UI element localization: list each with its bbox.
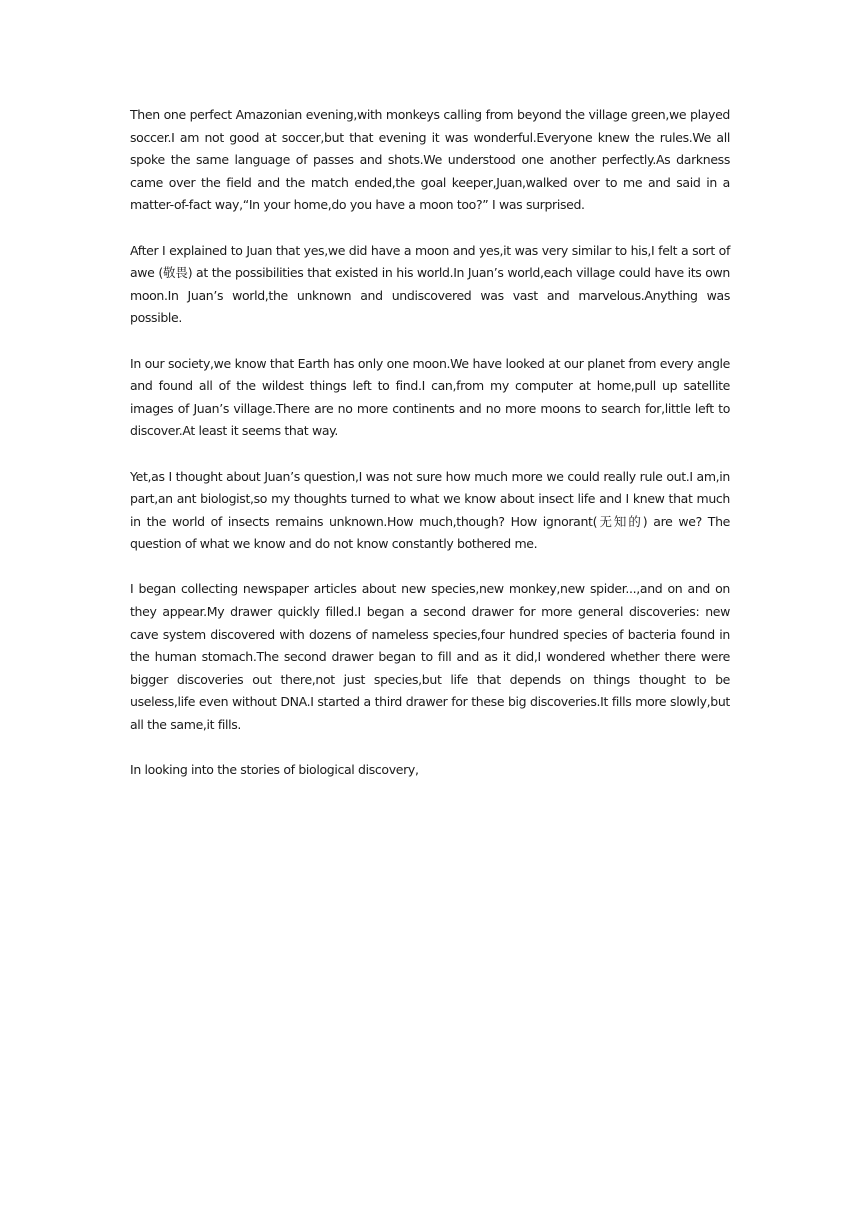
paragraph-2: After I explained to Juan that yes,we did have a moon and yes,it was very similar to his,I felt a sort of awe (敬畏) at the possibilities that existed in his world.In Juan’s world,each village could have its own moon.In Juan’s world,the unknown and undiscovered was vast and marvelous.Anything was possible. [130,242,730,326]
document-body [130,104,730,804]
paragraph-1: Then one perfect Amazonian evening,with monkeys calling from beyond the village green,we played soccer.I am not good at soccer,but that evening it was wonderful.Everyone knew the rules.We all spoke the same language of passes and shots.We understood one another perfectly.As darkness came over the field and the match ended,the goal keeper,Juan,walked over to me and said in a matter-of-fact way,“In your home,do you have a moon too?” I was surprised. [130,107,730,213]
paragraph-6: In looking into the stories of biological discovery, [130,762,419,778]
paragraph-4: Yet,as I thought about Juan’s question,I was not sure how much more we could really rule out.I am,in part,an ant biologist,so my thoughts turned to what we know about insect life and I knew that much in the world of insects remains unknown.How much,though? How ignorant(无知的) are we? The question of what we know and do not know constantly bothered me. [130,468,730,552]
paragraph-3: In our society,we know that Earth has only one moon.We have looked at our planet from every angle and found all of the wildest things left to find.I can,from my computer at home,pull up satellite images of Juan’s village.There are no more continents and no more moons to search for,little left to discover.At least it seems that way. [130,355,730,439]
paragraph-5: I began collecting newspaper articles about new species,new monkey,new spider...,and on and on they appear.My drawer quickly filled.I began a second drawer for more general discoveries: new cave system discovered with dozens of nameless species,four hundred species of bacteria found in the human stomach.The second drawer began to fill and as it did,I wondered whether there were bigger discoveries out there,not just species,but life that depends on things thought to be useless,life even without DNA.I started a third drawer for these big discoveries.It fills more slowly,but all the same,it fills. [130,581,730,733]
